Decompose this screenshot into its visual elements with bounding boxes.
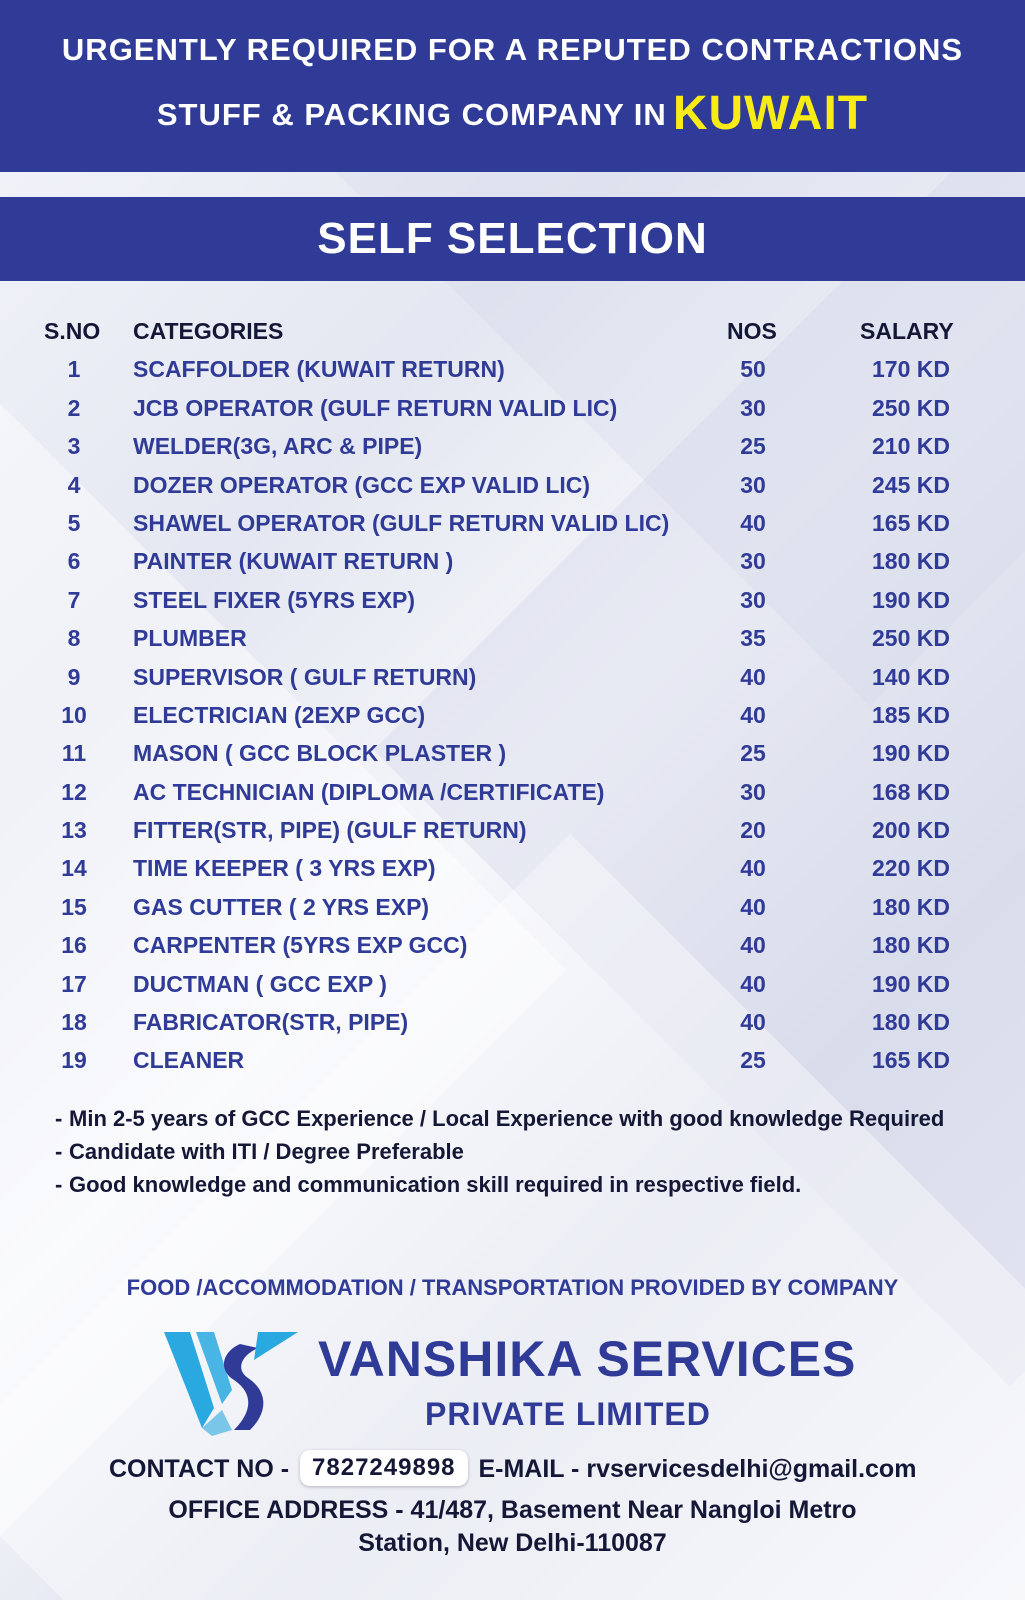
- table-row: [0, 849, 1025, 887]
- row-nos: 40: [740, 855, 766, 882]
- note-dash: -: [55, 1139, 63, 1164]
- row-sno: 12: [61, 778, 87, 805]
- table-row: [0, 696, 1025, 734]
- header-nos: NOS: [727, 318, 777, 344]
- row-category: SCAFFOLDER (KUWAIT RETURN): [133, 356, 505, 383]
- row-sno: 15: [61, 893, 87, 920]
- table-row: [0, 350, 1025, 388]
- note-dash: -: [55, 1106, 63, 1131]
- office-address: [0, 1494, 1025, 1560]
- row-sno: 5: [67, 509, 81, 536]
- row-salary: 220 KD: [872, 855, 950, 882]
- top-banner: [0, 0, 1025, 172]
- row-nos: 40: [740, 970, 766, 997]
- row-sno: 16: [61, 932, 87, 959]
- row-category: ELECTRICIAN (2EXP GCC): [133, 701, 426, 728]
- row-category: FITTER(STR, PIPE) (GULF RETURN): [133, 817, 527, 844]
- row-nos: 30: [740, 586, 766, 613]
- row-salary: 165 KD: [872, 509, 950, 536]
- table-row: [0, 581, 1025, 619]
- headline-line-2-text: STUFF & PACKING COMPANY IN: [156, 97, 667, 132]
- email-label: E-MAIL -: [478, 1455, 580, 1483]
- row-category: MASON ( GCC BLOCK PLASTER ): [133, 740, 507, 767]
- table-row: [0, 658, 1025, 696]
- row-nos: 40: [740, 509, 766, 536]
- jobs-table: [0, 312, 1025, 1080]
- row-salary: 250 KD: [872, 394, 950, 421]
- row-category: AC TECHNICIAN (DIPLOMA /CERTIFICATE): [133, 778, 605, 805]
- company-subtitle: PRIVATE LIMITED: [425, 1396, 711, 1432]
- row-nos: 40: [740, 893, 766, 920]
- row-nos: 40: [740, 932, 766, 959]
- row-nos: 35: [740, 625, 766, 652]
- row-sno: 14: [61, 855, 87, 882]
- row-category: JCB OPERATOR (GULF RETURN VALID LIC): [133, 394, 618, 421]
- row-sno: 1: [67, 356, 81, 383]
- note-item: [55, 1102, 955, 1135]
- row-salary: 170 KD: [872, 356, 950, 383]
- contact-label: CONTACT NO -: [109, 1455, 290, 1483]
- row-category: PLUMBER: [133, 625, 247, 652]
- table-row: [0, 466, 1025, 504]
- header-salary: SALARY: [860, 318, 954, 344]
- note-text: Min 2-5 years of GCC Experience / Local Experience with good knowledge Required: [69, 1106, 945, 1131]
- table-row: [0, 888, 1025, 926]
- row-sno: 2: [67, 394, 81, 421]
- table-row: [0, 1041, 1025, 1079]
- address-line-2: Station, New Delhi-110087: [358, 1529, 667, 1557]
- note-text: Good knowledge and communication skill required in respective field.: [69, 1172, 802, 1197]
- row-category: FABRICATOR(STR, PIPE): [133, 1009, 409, 1036]
- vs-logo-icon: [162, 1330, 300, 1438]
- row-sno: 4: [67, 471, 81, 498]
- row-nos: 40: [740, 663, 766, 690]
- row-category: TIME KEEPER ( 3 YRS EXP): [133, 855, 436, 882]
- row-salary: 245 KD: [872, 471, 950, 498]
- headline-line-2: [0, 86, 1025, 141]
- header-category: CATEGORIES: [133, 318, 284, 344]
- section-title: SELF SELECTION: [0, 197, 1025, 281]
- email-address[interactable]: rvservicesdelhi@gmail.com: [586, 1455, 917, 1483]
- table-row: [0, 926, 1025, 964]
- row-sno: 7: [67, 586, 81, 613]
- table-row: [0, 619, 1025, 657]
- note-text: Candidate with ITI / Degree Preferable: [69, 1139, 464, 1164]
- requirements-notes: [55, 1102, 955, 1201]
- row-salary: 180 KD: [872, 932, 950, 959]
- row-category: DUCTMAN ( GCC EXP ): [133, 970, 387, 997]
- row-salary: 180 KD: [872, 893, 950, 920]
- row-salary: 168 KD: [872, 778, 950, 805]
- phone-number[interactable]: 7827249898: [300, 1450, 467, 1486]
- row-nos: 20: [740, 817, 766, 844]
- row-salary: 250 KD: [872, 625, 950, 652]
- contact-line: [109, 1450, 916, 1486]
- row-sno: 13: [61, 817, 87, 844]
- table-row: [0, 542, 1025, 580]
- row-salary: 190 KD: [872, 586, 950, 613]
- row-category: DOZER OPERATOR (GCC EXP VALID LIC): [133, 471, 591, 498]
- row-sno: 19: [61, 1047, 87, 1074]
- table-row: [0, 1003, 1025, 1041]
- row-sno: 18: [61, 1009, 87, 1036]
- row-salary: 165 KD: [872, 1047, 950, 1074]
- header-sno: S.NO: [44, 318, 101, 344]
- row-sno: 10: [61, 701, 87, 728]
- row-category: SUPERVISOR ( GULF RETURN): [133, 663, 477, 690]
- row-sno: 3: [67, 433, 81, 460]
- row-salary: 180 KD: [872, 1009, 950, 1036]
- row-category: CARPENTER (5YRS EXP GCC): [133, 932, 468, 959]
- row-category: WELDER(3G, ARC & PIPE): [133, 433, 423, 460]
- row-nos: 30: [740, 394, 766, 421]
- row-nos: 30: [740, 471, 766, 498]
- row-category: SHAWEL OPERATOR (GULF RETURN VALID LIC): [133, 509, 670, 536]
- table-row: [0, 427, 1025, 465]
- table-row: [0, 389, 1025, 427]
- row-category: CLEANER: [133, 1047, 245, 1074]
- row-sno: 9: [67, 663, 81, 690]
- row-nos: 40: [740, 701, 766, 728]
- company-name: VANSHIKA SERVICES: [318, 1331, 857, 1387]
- note-dash: -: [55, 1172, 63, 1197]
- headline-highlight: KUWAIT: [672, 87, 869, 140]
- table-row: [0, 811, 1025, 849]
- row-salary: 190 KD: [872, 740, 950, 767]
- row-sno: 6: [67, 548, 81, 575]
- row-nos: 25: [740, 740, 766, 767]
- benefits-line: FOOD /ACCOMMODATION / TRANSPORTATION PROVIDED BY COMPANY: [126, 1275, 899, 1300]
- table-row: [0, 773, 1025, 811]
- row-salary: 210 KD: [872, 433, 950, 460]
- row-salary: 140 KD: [872, 663, 950, 690]
- table-row: [0, 965, 1025, 1003]
- row-sno: 17: [61, 970, 87, 997]
- row-sno: 11: [61, 740, 87, 767]
- note-item: [55, 1168, 955, 1201]
- row-nos: 50: [740, 356, 766, 383]
- row-nos: 25: [740, 433, 766, 460]
- table-header: [0, 312, 1025, 350]
- table-row: [0, 504, 1025, 542]
- row-salary: 190 KD: [872, 970, 950, 997]
- row-nos: 25: [740, 1047, 766, 1074]
- row-category: GAS CUTTER ( 2 YRS EXP): [133, 893, 430, 920]
- row-category: STEEL FIXER (5YRS EXP): [133, 586, 416, 613]
- row-salary: 200 KD: [872, 817, 950, 844]
- row-nos: 30: [740, 778, 766, 805]
- address-line-1: OFFICE ADDRESS - 41/487, Basement Near Nangloi Metro: [168, 1496, 857, 1524]
- row-nos: 40: [740, 1009, 766, 1036]
- table-row: [0, 734, 1025, 772]
- row-sno: 8: [67, 625, 81, 652]
- row-category: PAINTER (KUWAIT RETURN ): [133, 548, 454, 575]
- note-item: [55, 1135, 955, 1168]
- row-salary: 180 KD: [872, 548, 950, 575]
- row-nos: 30: [740, 548, 766, 575]
- row-salary: 185 KD: [872, 701, 950, 728]
- headline-line-1: URGENTLY REQUIRED FOR A REPUTED CONTRACTIONS: [61, 32, 964, 67]
